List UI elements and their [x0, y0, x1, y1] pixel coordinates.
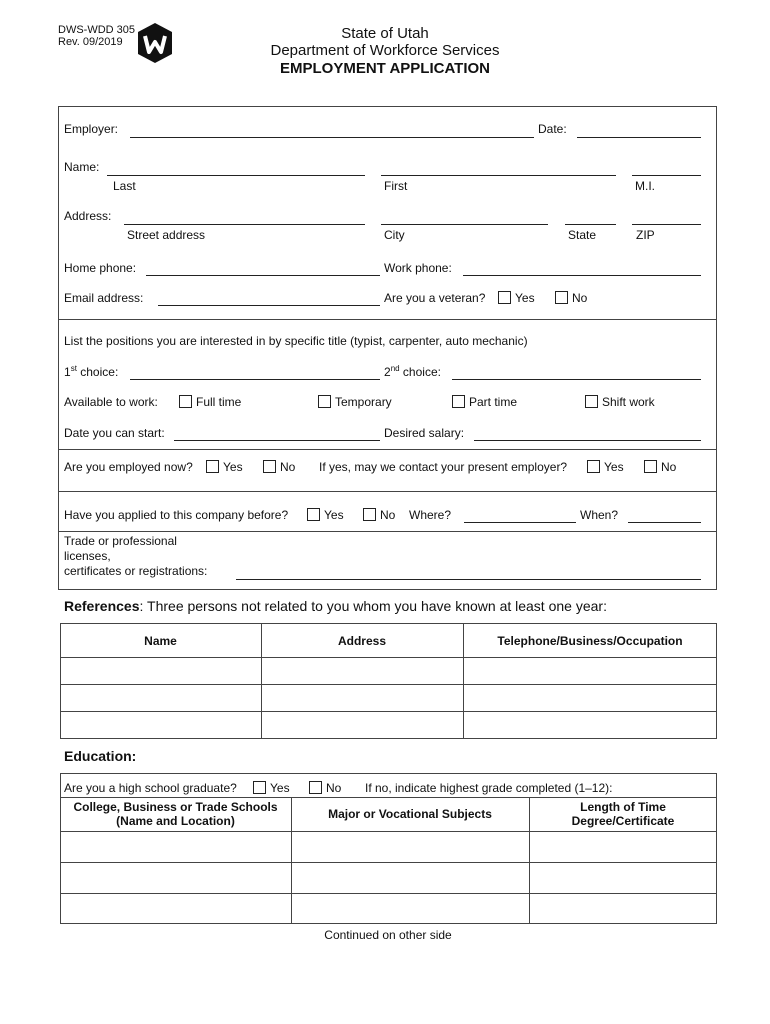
employer-label: Employer: — [64, 122, 119, 136]
hs-yes-checkbox[interactable] — [253, 781, 266, 794]
education-heading: Education: — [64, 748, 137, 764]
middle-initial-field[interactable] — [632, 175, 701, 176]
employed-now-label: Are you employed now? — [64, 460, 193, 474]
edu-2-subject-cell[interactable] — [292, 863, 529, 893]
ref-2-name-cell[interactable] — [61, 685, 261, 711]
continued-note: Continued on other side — [324, 928, 452, 942]
ref-2-phone-cell[interactable] — [464, 685, 716, 711]
hs-no-checkbox[interactable] — [309, 781, 322, 794]
veteran-no-checkbox[interactable] — [555, 291, 568, 304]
hs-graduate-label: Are you a high school graduate? — [64, 781, 237, 795]
shift-work-label: Shift work — [602, 395, 655, 409]
applied-yes-label: Yes — [324, 508, 344, 522]
ref-3-address-cell[interactable] — [262, 712, 463, 738]
full-time-checkbox[interactable] — [179, 395, 192, 408]
trade-label-line2: licenses, — [64, 549, 111, 563]
applied-yes-checkbox[interactable] — [307, 508, 320, 521]
where-label: Where? — [409, 508, 452, 522]
ref-col-phone: Telephone/Business/Occupation — [497, 634, 683, 648]
zip-caption: ZIP — [636, 228, 655, 242]
where-field[interactable] — [464, 522, 576, 523]
name-label: Name: — [64, 160, 100, 174]
veteran-yes-label: Yes — [515, 291, 535, 305]
first-name-field[interactable] — [381, 175, 616, 176]
last-name-field[interactable] — [107, 175, 365, 176]
references-heading: References: Three persons not related to you whom you have known at least one year: — [64, 598, 607, 614]
edu-col-length: Length of Time Degree/Certificate — [571, 800, 675, 828]
ref-1-phone-cell[interactable] — [464, 658, 716, 684]
first-choice-field[interactable] — [130, 379, 380, 380]
employed-yes-checkbox[interactable] — [206, 460, 219, 473]
address-label: Address: — [64, 209, 112, 223]
form-revision: Rev. 09/2019 — [58, 36, 123, 48]
part-time-checkbox[interactable] — [452, 395, 465, 408]
employer-field[interactable] — [130, 137, 534, 138]
work-phone-label: Work phone: — [384, 261, 452, 275]
ref-3-name-cell[interactable] — [61, 712, 261, 738]
first-choice-label: 1st choice: — [64, 364, 119, 379]
contact-employer-label: If yes, may we contact your present employer? — [319, 460, 568, 474]
salary-label: Desired salary: — [384, 426, 465, 440]
edu-col-subjects: Major or Vocational Subjects — [328, 807, 492, 821]
city-caption: City — [384, 228, 405, 242]
edu-3-length-cell[interactable] — [530, 894, 716, 923]
employed-yes-label: Yes — [223, 460, 243, 474]
section-divider — [58, 449, 717, 450]
table-row-divider — [60, 797, 717, 798]
salary-field[interactable] — [474, 440, 701, 441]
edu-3-school-cell[interactable] — [61, 894, 291, 923]
street-field[interactable] — [124, 224, 365, 225]
state-field[interactable] — [565, 224, 616, 225]
contact-yes-label: Yes — [604, 460, 624, 474]
street-caption: Street address — [127, 228, 206, 242]
available-label: Available to work: — [64, 395, 158, 409]
last-caption: Last — [113, 179, 136, 193]
section-divider — [58, 319, 717, 320]
edu-1-subject-cell[interactable] — [292, 832, 529, 862]
second-choice-label: 2nd choice: — [384, 364, 441, 379]
home-phone-label: Home phone: — [64, 261, 137, 275]
email-field[interactable] — [158, 305, 380, 306]
edu-2-length-cell[interactable] — [530, 863, 716, 893]
positions-instruction: List the positions you are interested in by specific title (typist, carpenter, auto mechanic) — [64, 334, 528, 348]
contact-yes-checkbox[interactable] — [587, 460, 600, 473]
city-field[interactable] — [381, 224, 548, 225]
when-field[interactable] — [628, 522, 701, 523]
work-phone-field[interactable] — [463, 275, 701, 276]
home-phone-field[interactable] — [146, 275, 380, 276]
applied-no-label: No — [380, 508, 396, 522]
applied-no-checkbox[interactable] — [363, 508, 376, 521]
ref-col-address: Address — [337, 634, 387, 648]
edu-col-schools: College, Business or Trade Schools (Name and Location) — [73, 800, 278, 828]
state-caption: State — [568, 228, 597, 242]
second-choice-field[interactable] — [452, 379, 701, 380]
trade-label-line3: certificates or registrations: — [64, 564, 208, 578]
edu-1-length-cell[interactable] — [530, 832, 716, 862]
mi-caption: M.I. — [635, 179, 655, 193]
veteran-label: Are you a veteran? — [384, 291, 486, 305]
date-field[interactable] — [577, 137, 701, 138]
shift-work-checkbox[interactable] — [585, 395, 598, 408]
temporary-checkbox[interactable] — [318, 395, 331, 408]
edu-1-school-cell[interactable] — [61, 832, 291, 862]
when-label: When? — [580, 508, 619, 522]
part-time-label: Part time — [469, 395, 518, 409]
department-name: Department of Workforce Services — [270, 42, 500, 59]
highest-grade-label: If no, indicate highest grade completed (1–12): — [365, 781, 613, 795]
ref-3-phone-cell[interactable] — [464, 712, 716, 738]
form-title: EMPLOYMENT APPLICATION — [280, 60, 490, 77]
contact-no-checkbox[interactable] — [644, 460, 657, 473]
first-caption: First — [384, 179, 408, 193]
full-time-label: Full time — [196, 395, 242, 409]
employed-no-checkbox[interactable] — [263, 460, 276, 473]
veteran-yes-checkbox[interactable] — [498, 291, 511, 304]
date-label: Date: — [538, 122, 567, 136]
hs-no-label: No — [326, 781, 342, 795]
section-divider — [58, 531, 717, 532]
section-divider — [58, 491, 717, 492]
trade-licenses-field[interactable] — [236, 579, 701, 580]
edu-2-school-cell[interactable] — [61, 863, 291, 893]
hs-yes-label: Yes — [270, 781, 290, 795]
trade-label-line1: Trade or professional — [64, 534, 177, 548]
start-date-label: Date you can start: — [64, 426, 165, 440]
form-code: DWS-WDD 305 — [58, 24, 136, 36]
veteran-no-label: No — [572, 291, 588, 305]
ref-1-name-cell[interactable] — [61, 658, 261, 684]
employed-no-label: No — [280, 460, 296, 474]
ref-1-address-cell[interactable] — [262, 658, 463, 684]
start-date-field[interactable] — [174, 440, 380, 441]
ref-2-address-cell[interactable] — [262, 685, 463, 711]
state-name: State of Utah — [341, 25, 429, 42]
ref-col-name: Name — [144, 634, 177, 648]
contact-no-label: No — [661, 460, 677, 474]
temporary-label: Temporary — [335, 395, 392, 409]
applied-before-label: Have you applied to this company before? — [64, 508, 289, 522]
edu-3-subject-cell[interactable] — [292, 894, 529, 923]
zip-field[interactable] — [632, 224, 701, 225]
email-label: Email address: — [64, 291, 144, 305]
